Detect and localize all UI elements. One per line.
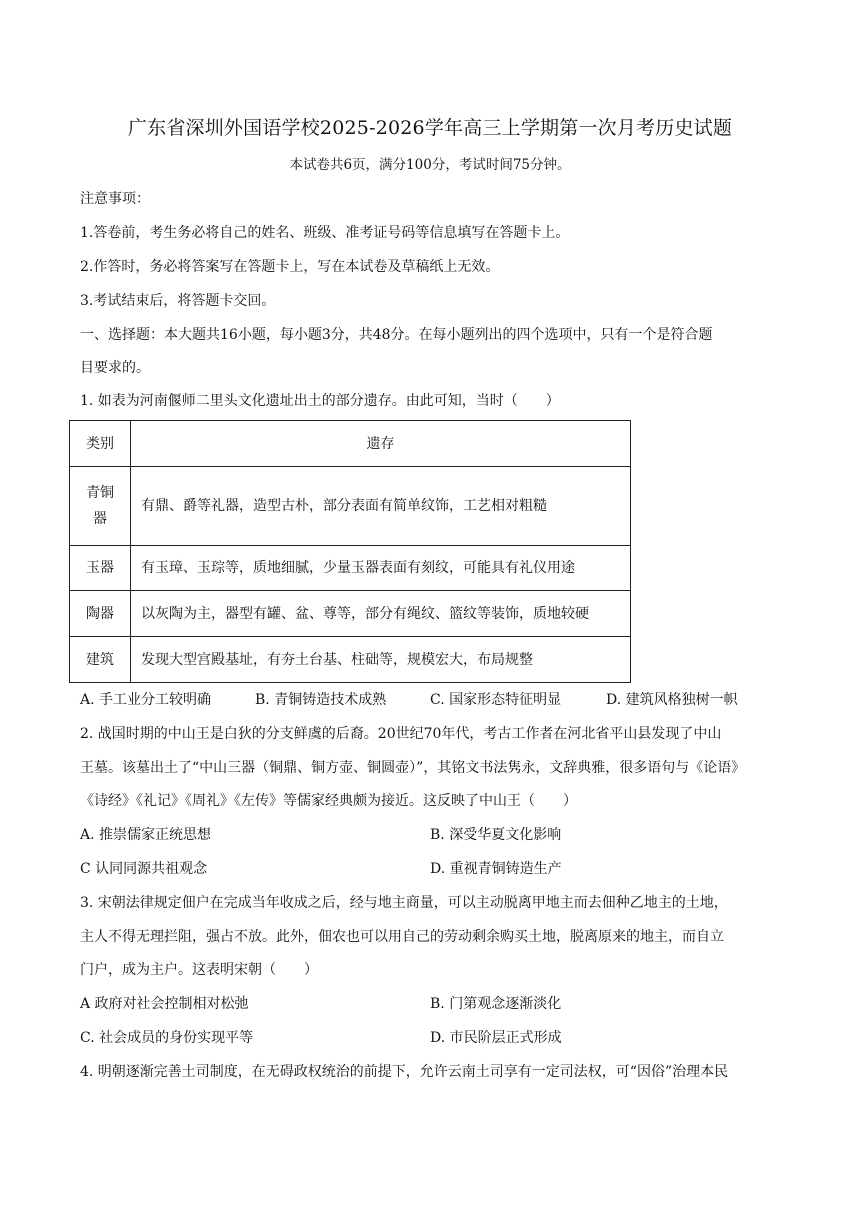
question-3-line-1: 3. 宋朝法律规定佃户在完成当年收成之后，经与地主商量，可以主动脱离甲地主而去佃种乙地主的土地， <box>80 895 728 911</box>
question-1-stem: 1. 如表为河南偃师二里头文化遗址出土的部分遗存。由此可知，当时（ ） <box>80 393 560 409</box>
relics-table <box>69 420 631 683</box>
question-3-option-c: C. 社会成员的身份实现平等 <box>80 1030 254 1046</box>
table-cell-description: 有玉璋、玉琮等，质地细腻，少量玉器表面有刻纹，可能具有礼仪用途 <box>131 546 631 591</box>
question-1-option-b: B. 青铜铸造技术成熟 <box>255 692 387 708</box>
category-line: 器 <box>93 511 107 527</box>
question-3-option-d: D. 市民阶层正式形成 <box>430 1030 562 1046</box>
question-2-option-d: D. 重视青铜铸造生产 <box>430 861 562 877</box>
table-cell-description: 以灰陶为主，器型有罐、盆、尊等，部分有绳纹、篮纹等装饰，质地较硬 <box>131 591 631 637</box>
table-cell-category: 建筑 <box>70 637 131 683</box>
table-header-row <box>70 421 631 467</box>
table-cell-category: 陶器 <box>70 591 131 637</box>
question-4-line-1: 4. 明朝逐渐完善土司制度，在无碍政权统治的前提下，允许云南土司享有一定司法权，可“因俗”治理本民 <box>80 1064 729 1080</box>
table-row <box>70 591 631 637</box>
exam-subtitle: 本试卷共6页，满分100分，考试时间75分钟。 <box>289 157 571 173</box>
question-3-line-2: 主人不得无理拦阻，强占不放。此外，佃农也可以用自己的劳动剩余购买土地，脱离原来的地主，而自立 <box>80 929 724 945</box>
question-3-option-b: B. 门第观念逐渐淡化 <box>430 996 562 1012</box>
question-2-option-a: A. 推崇儒家正统思想 <box>80 827 212 843</box>
question-2-line-1: 2. 战国时期的中山王是白狄的分支鲜虞的后裔。20世纪70年代，考古工作者在河北省平山县发现了中山 <box>80 726 722 742</box>
section-instructions-line-2: 目要求的。 <box>80 360 150 376</box>
table-cell-description: 发现大型宫殿基址，有夯土台基、柱础等，规模宏大，布局规整 <box>131 637 631 683</box>
question-2-option-c: C 认同同源共祖观念 <box>80 861 208 877</box>
question-3-line-3: 门户，成为主户。这表明宋朝（ ） <box>80 962 318 978</box>
table-row <box>70 467 631 546</box>
question-1-option-c: C. 国家形态特征明显 <box>430 692 562 708</box>
notice-item-2: 2.作答时，务必将答案写在答题卡上，写在本试卷及草稿纸上无效。 <box>80 259 500 275</box>
table-header-category: 类别 <box>70 421 131 467</box>
question-3-option-a: A 政府对社会控制相对松弛 <box>80 996 249 1012</box>
table-cell-category <box>70 467 131 546</box>
notice-heading: 注意事项： <box>80 191 150 207</box>
notice-item-3: 3.考试结束后，将答题卡交回。 <box>80 293 276 309</box>
question-2-line-2: 王墓。该墓出土了“中山三器（铜鼎、铜方壶、铜圆壶）”，其铭文书法隽永，文辞典雅，很多语句与《论语》 <box>80 760 746 776</box>
table-cell-description: 有鼎、爵等礼器，造型古朴，部分表面有简单纹饰，工艺相对粗糙 <box>131 467 631 546</box>
table-header-relics: 遗存 <box>131 421 631 467</box>
question-1-option-a: A. 手工业分工较明确 <box>80 692 212 708</box>
question-2-line-3: 《诗经》《礼记》《周礼》《左传》等儒家经典颇为接近。这反映了中山王（ ） <box>80 793 577 809</box>
question-1-option-d: D. 建筑风格独树一帜 <box>606 692 738 708</box>
table-row <box>70 637 631 683</box>
category-line: 青铜 <box>86 485 114 501</box>
table-row <box>70 546 631 591</box>
exam-title: 广东省深圳外国语学校2025-2026学年高三上学期第一次月考历史试题 <box>127 117 733 139</box>
section-instructions-line-1: 一、选择题：本大题共16小题，每小题3分，共48分。在每小题列出的四个选项中，只有一个是符合题 <box>80 327 713 343</box>
question-2-option-b: B. 深受华夏文化影响 <box>430 827 562 843</box>
table-cell-category: 玉器 <box>70 546 131 591</box>
notice-item-1: 1.答卷前，考生务必将自己的姓名、班级、准考证号码等信息填写在答题卡上。 <box>80 225 570 241</box>
